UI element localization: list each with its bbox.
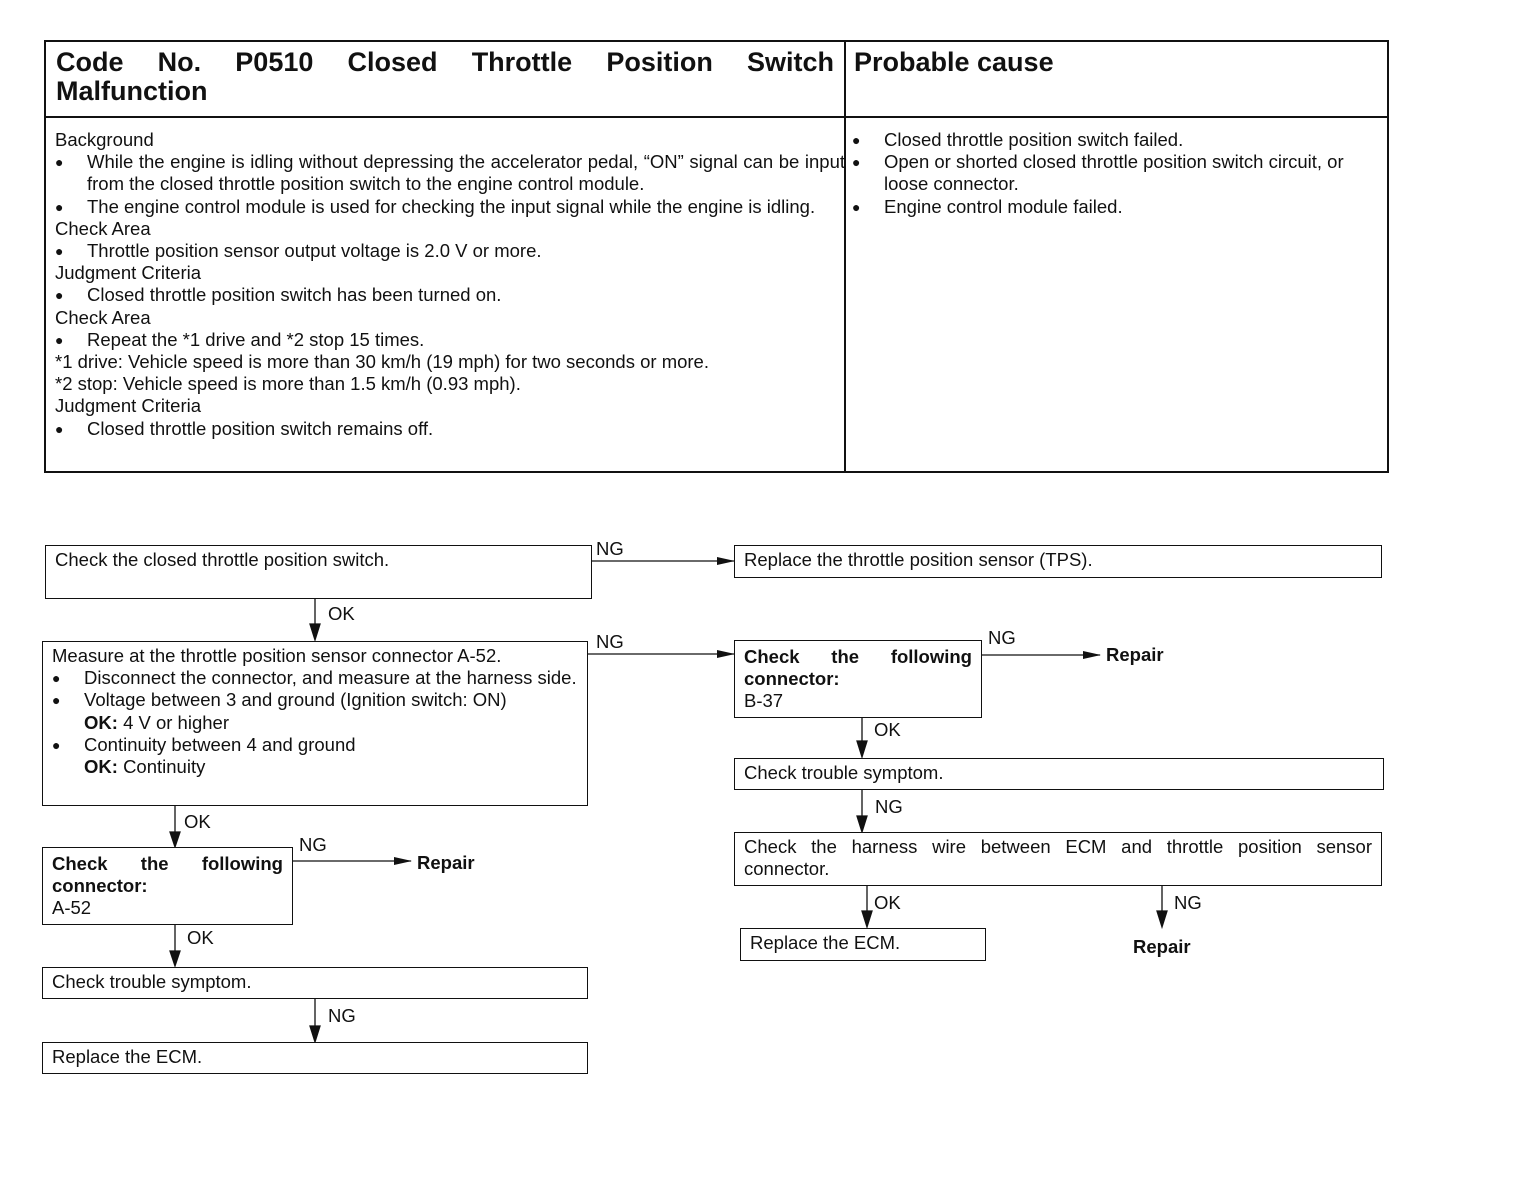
judgment-criteria-bullet: ● Closed throttle position switch has been turned on. bbox=[55, 284, 845, 306]
check-connector-line bbox=[744, 646, 972, 668]
ng-label: NG bbox=[1174, 892, 1202, 913]
stop-note: *2 stop: Vehicle speed is more than 1.5 km/h (0.93 mph). bbox=[55, 373, 521, 395]
ok-value: 4 V or higher bbox=[123, 711, 229, 733]
replace-ecm-right-box bbox=[740, 928, 986, 961]
replace-ecm-text: Replace the ECM. bbox=[750, 932, 901, 953]
word: following bbox=[890, 646, 972, 667]
ok-label: OK bbox=[184, 811, 211, 832]
ng-label: NG bbox=[596, 538, 624, 559]
replace-ecm-text: Replace the ECM. bbox=[52, 1046, 203, 1067]
probable-cause-heading: Probable cause bbox=[854, 47, 1054, 77]
connector-label: connector: bbox=[52, 875, 148, 897]
measure-box bbox=[42, 641, 588, 806]
code-title-line2: Malfunction bbox=[56, 76, 208, 106]
trouble-symptom-right-box bbox=[734, 758, 1384, 790]
measure-bullet-3: ● Continuity between 4 and ground bbox=[52, 734, 578, 756]
repair-label: Repair bbox=[1133, 936, 1191, 957]
ok-label: OK bbox=[187, 927, 214, 948]
word: the bbox=[140, 853, 169, 874]
connector-id: A-52 bbox=[52, 897, 92, 919]
trouble-symptom-text: Check trouble symptom. bbox=[744, 762, 944, 783]
replace-tps-text: Replace the throttle position sensor (TPS). bbox=[744, 549, 1093, 570]
harness-check-box bbox=[734, 832, 1382, 886]
trouble-symptom-left-box bbox=[42, 967, 588, 999]
measure-bullet-2: ● Voltage between 3 and ground (Ignition switch: ON) bbox=[52, 689, 578, 711]
check-area-bullet-2: ● Repeat the *1 drive and *2 stop 15 times. bbox=[55, 329, 845, 351]
ok-label: OK bbox=[328, 603, 355, 624]
ok-value: Continuity bbox=[123, 756, 206, 778]
cause-item-3: ● Engine control module failed. bbox=[852, 196, 1384, 218]
harness-check-text: Check the harness wire between ECM and throttle position sensor connector. bbox=[744, 836, 1372, 880]
word: Check bbox=[744, 646, 800, 667]
judgment-criteria-bullet-2: ● Closed throttle position switch remains off. bbox=[55, 418, 845, 440]
check-switch-text: Check the closed throttle position switch. bbox=[55, 549, 390, 570]
check-switch-box bbox=[45, 545, 592, 599]
measure-title: Measure at the throttle position sensor connector A-52. bbox=[52, 645, 502, 666]
drive-note: *1 drive: Vehicle speed is more than 30 km/h (19 mph) for two seconds or more. bbox=[55, 351, 709, 373]
connector-label: connector: bbox=[744, 668, 840, 690]
connector-id: B-37 bbox=[744, 690, 784, 712]
check-area-bullet: ● Throttle position sensor output voltage is 2.0 V or more. bbox=[55, 240, 845, 262]
measure-ok-voltage bbox=[52, 712, 578, 734]
replace-tps-box bbox=[734, 545, 1382, 578]
code-title-line1: Code No. P0510 Closed Throttle Position Switch bbox=[56, 47, 834, 77]
check-connector-line bbox=[52, 853, 283, 875]
measure-ok-continuity bbox=[52, 756, 578, 778]
judgment-criteria-heading-2: Judgment Criteria bbox=[55, 395, 202, 417]
trouble-symptom-text: Check trouble symptom. bbox=[52, 971, 252, 992]
check-connector-b37-box bbox=[734, 640, 982, 718]
judgment-criteria-heading: Judgment Criteria bbox=[55, 262, 202, 284]
ok-label: OK: bbox=[84, 711, 118, 733]
replace-ecm-left-box bbox=[42, 1042, 588, 1074]
ok-label: OK: bbox=[84, 756, 118, 778]
measure-bullet-1: ● Disconnect the connector, and measure at the harness side. bbox=[52, 667, 578, 689]
word: following bbox=[201, 853, 283, 874]
cause-item-1: ● Closed throttle position switch failed. bbox=[852, 129, 1384, 151]
check-connector-a52-box bbox=[42, 847, 293, 925]
check-area-heading-2: Check Area bbox=[55, 306, 151, 328]
ng-label: NG bbox=[988, 627, 1016, 648]
check-area-heading: Check Area bbox=[55, 217, 151, 239]
background-bullet-1: ● While the engine is idling without depressing the accelerator pedal, “ON” signal can be input from the closed throttle position switch to the engine control module. bbox=[55, 151, 845, 195]
repair-label: Repair bbox=[417, 852, 475, 873]
cause-item-2: ● Open or shorted closed throttle position switch circuit, or loose connector. bbox=[852, 151, 1384, 195]
ok-label: OK bbox=[874, 719, 901, 740]
repair-label: Repair bbox=[1106, 644, 1164, 665]
ng-label: NG bbox=[596, 631, 624, 652]
word: Check bbox=[52, 853, 108, 874]
background-bullet-2: ● The engine control module is used for checking the input signal while the engine is idling. bbox=[55, 196, 845, 218]
background-heading: Background bbox=[55, 129, 154, 150]
word: the bbox=[831, 646, 860, 667]
ok-label: OK bbox=[874, 892, 901, 913]
ng-label: NG bbox=[299, 834, 327, 855]
ng-label: NG bbox=[875, 796, 903, 817]
ng-label: NG bbox=[328, 1005, 356, 1026]
